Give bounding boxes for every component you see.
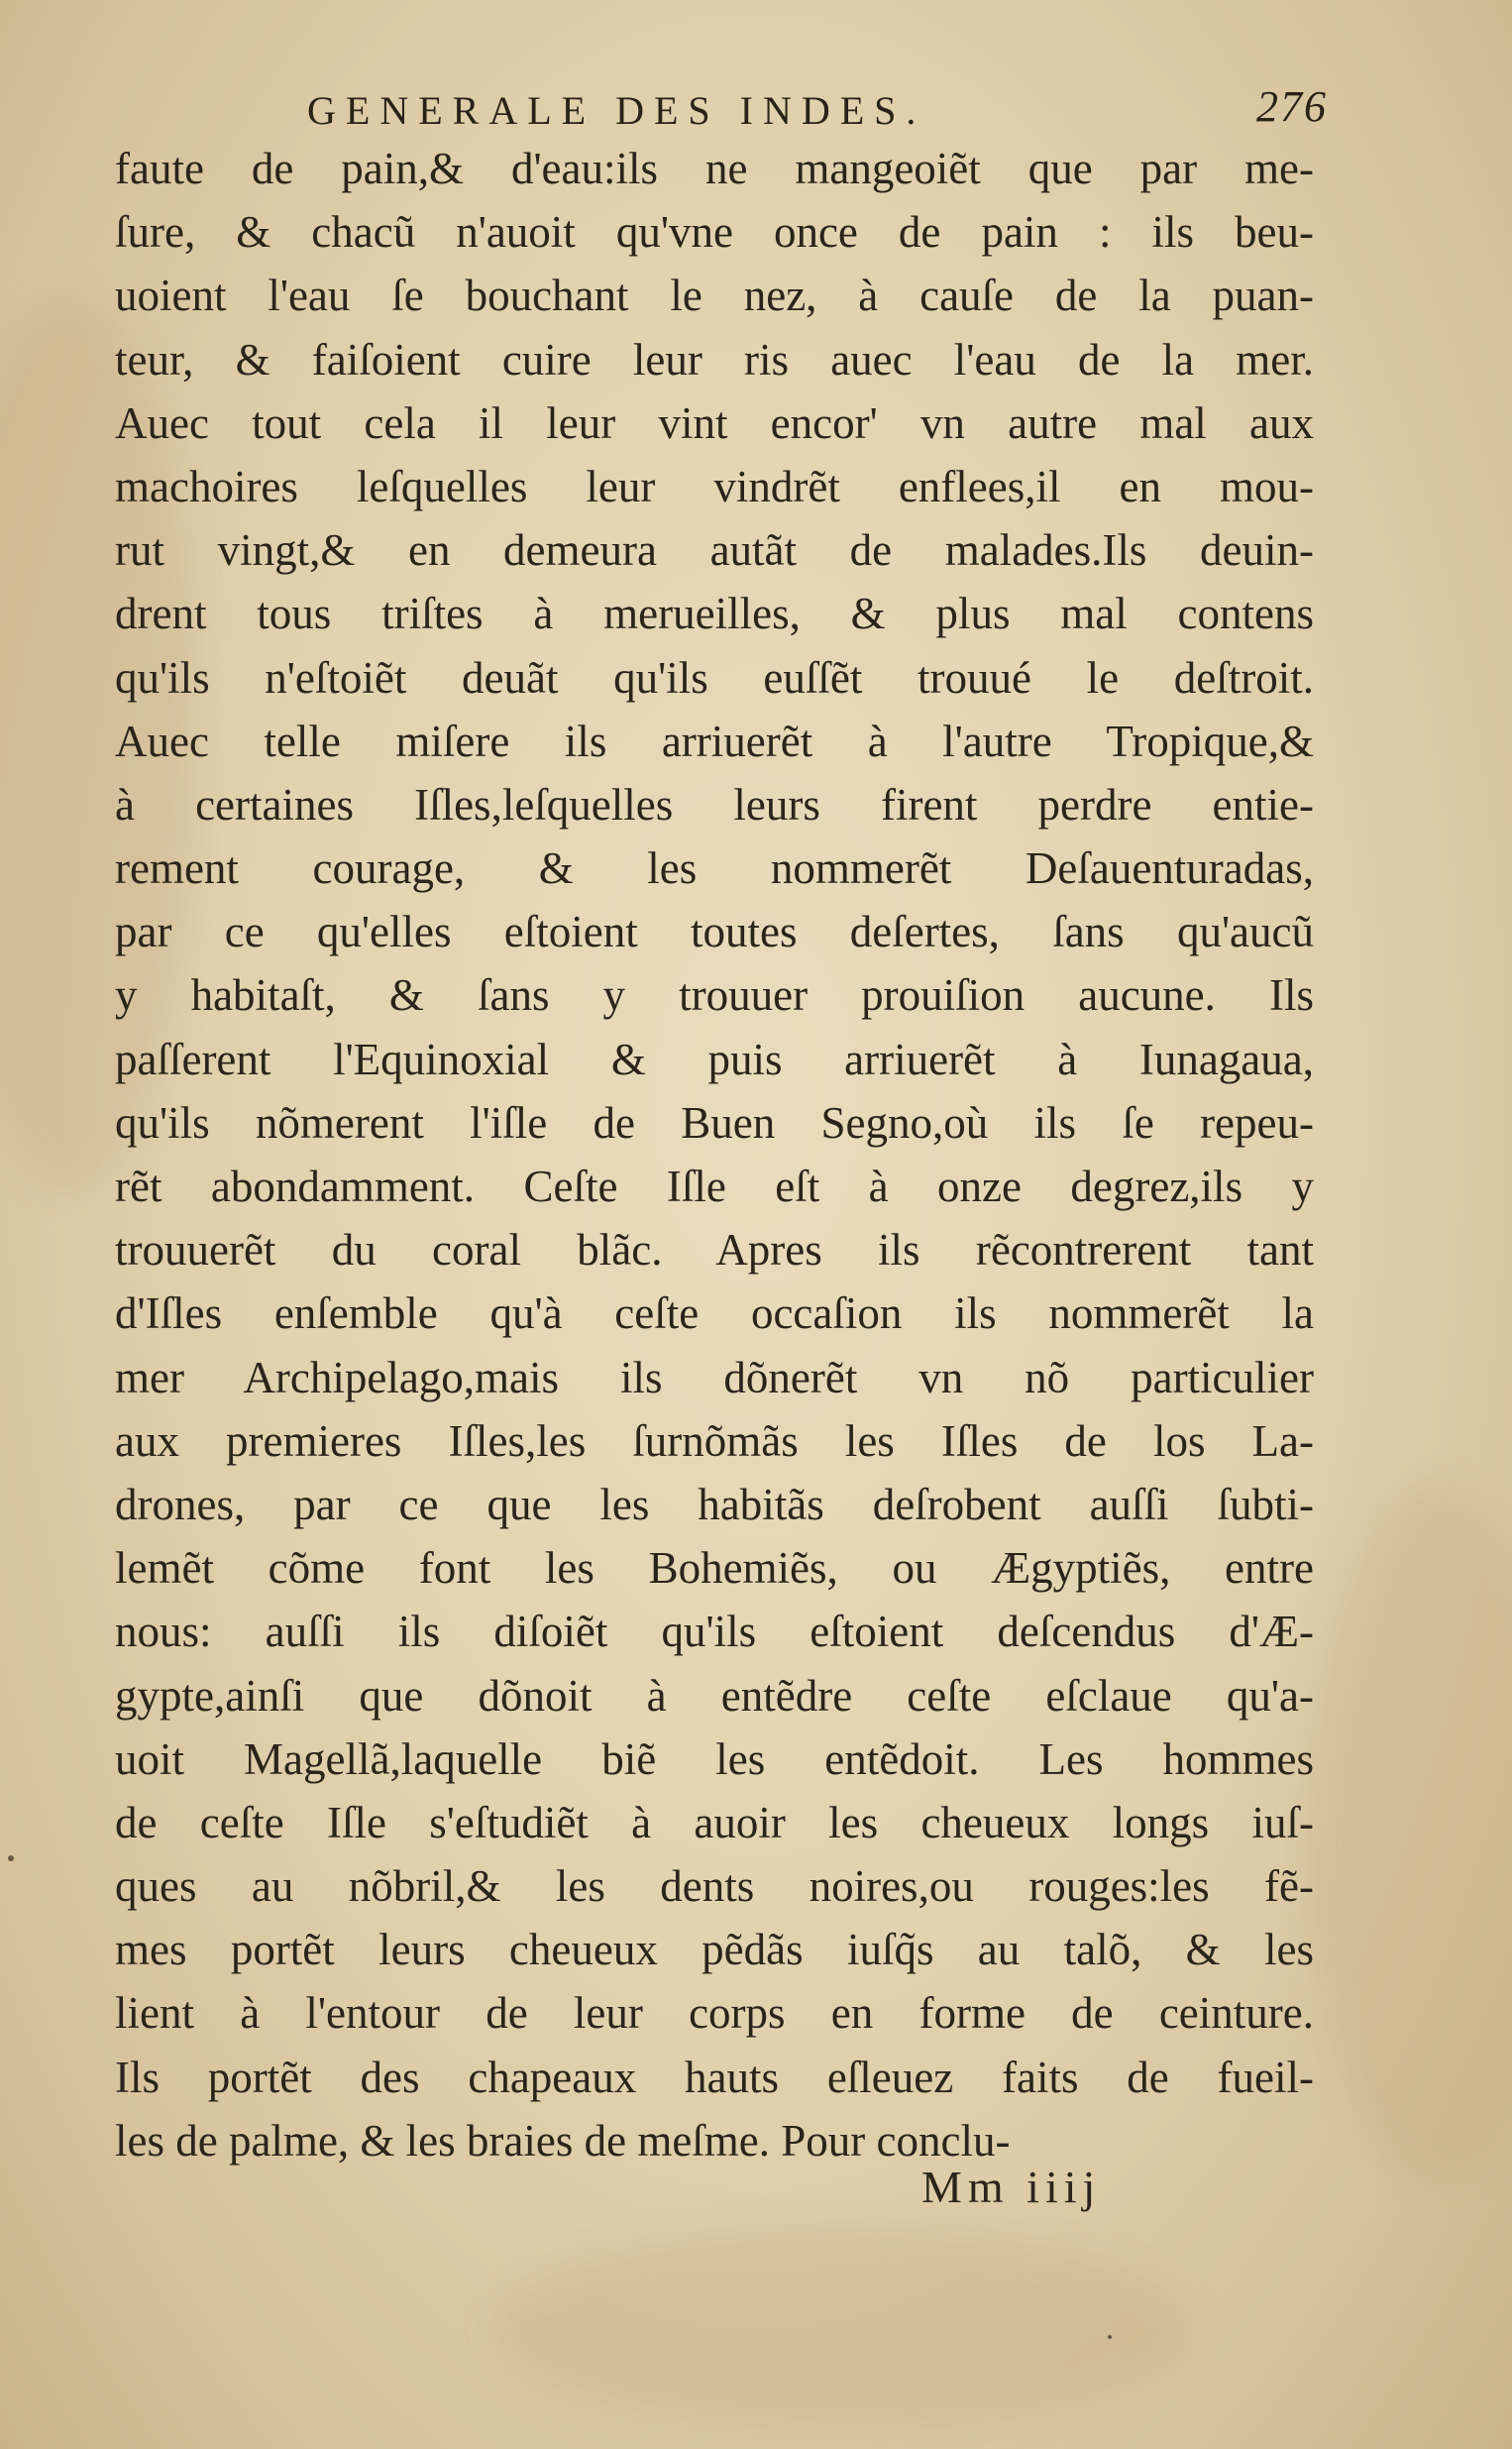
text-line: qu'ils n'eſtoiẽt deuãt qu'ils euſſẽt trouué le deſtroit. xyxy=(115,652,1314,703)
ink-speck xyxy=(8,1855,14,1861)
text-line: uoit Magellã,laquelle biẽ les entẽdoit. Les hommes xyxy=(115,1733,1314,1784)
text-line: rẽt abondamment. Ceſte Iſle eſt à onze degrez,ils y xyxy=(115,1162,1314,1211)
signature-mark: Mm iiij xyxy=(921,2162,1102,2212)
text-line: drent tous triſtes à merueilles, & plus mal contens xyxy=(115,589,1314,639)
text-line: paſſerent l'Equinoxial & puis arriuerẽt à Iunagaua, xyxy=(115,1034,1314,1084)
text-line: lient à l'entour de leur corps en forme de ceinture. xyxy=(115,1988,1314,2039)
text-line: lemẽt cõme font les Bohemiẽs, ou Ægyptiẽs, entre xyxy=(115,1543,1314,1594)
text-line: faute de pain,& d'eau:ils ne mangeoiẽt que par me- xyxy=(115,144,1314,193)
text-line: Ils portẽt des chapeaux hauts eſleuez faits de fueil- xyxy=(115,2052,1314,2102)
text-line: nous: auſſi ils diſoiẽt qu'ils eſtoient deſcendus d'Æ- xyxy=(115,1607,1314,1657)
text-line: d'Iſles enſemble qu'à ceſte occaſion ils nommerẽt la xyxy=(115,1288,1314,1339)
text-line: teur, & faiſoient cuire leur ris auec l'eau de la mer. xyxy=(115,334,1314,385)
text-line: les de palme, & les braies de meſme. Pour conclu- xyxy=(115,2115,1011,2166)
paper-stain xyxy=(1308,1487,1512,2180)
paper-stain xyxy=(495,2230,1189,2428)
text-line: par ce qu'elles eſtoient toutes deſertes, ſans qu'aucũ xyxy=(115,907,1314,957)
text-line: de ceſte Iſle s'eſtudiẽt à auoir les cheueux longs iuſ- xyxy=(115,1797,1314,1847)
text-line: rut vingt,& en demeura autãt de malades.Ils deuin- xyxy=(115,525,1314,576)
text-line: aux premieres Iſles,les ſurnõmãs les Iſles de los La- xyxy=(115,1415,1314,1466)
text-line: uoient l'eau ſe bouchant le nez, à cauſe de la puan- xyxy=(115,271,1314,321)
text-line: mes portẽt leurs cheueux pẽdãs iuſq̃s au talõ, & les xyxy=(115,1925,1314,1975)
text-line: y habitaſt, & ſans y trouuer prouiſion aucune. Ils xyxy=(115,970,1314,1021)
text-line: ſure, & chacũ n'auoit qu'vne once de pain : ils beu- xyxy=(115,207,1314,258)
running-title: GENERALE DES INDES. xyxy=(307,88,926,133)
text-line: drones, par ce que les habitãs deſrobent auſſi ſubti- xyxy=(115,1479,1314,1529)
text-line: Auec telle miſere ils arriuerẽt à l'autre Tropique,& xyxy=(115,716,1314,766)
ink-speck xyxy=(1108,2335,1112,2339)
text-line: qu'ils nõmerent l'iſle de Buen Segno,où ils ſe repeu- xyxy=(115,1097,1314,1148)
text-line: mer Archipelago,mais ils dõnerẽt vn nõ particulier xyxy=(115,1352,1314,1402)
text-line: machoires leſquelles leur vindrẽt enflees,il en mou- xyxy=(115,461,1314,511)
text-line: Auec tout cela il leur vint encor' vn autre mal aux xyxy=(115,397,1314,448)
text-line: à certaines Iſles,leſquelles leurs firent perdre entie- xyxy=(115,779,1314,830)
body-text xyxy=(115,137,1314,2172)
text-line: trouuerẽt du coral blãc. Apres ils rẽcontrerent tant xyxy=(115,1225,1314,1276)
text-line: rement courage, & les nommerẽt Deſauenturadas, xyxy=(115,843,1314,894)
page-number: 276 xyxy=(1256,82,1328,131)
text-line: ques au nõbril,& les dents noires,ou rouges:les fẽ- xyxy=(115,1861,1314,1912)
text-line: gypte,ainſi que dõnoit à entẽdre ceſte eſclaue qu'a- xyxy=(115,1670,1314,1721)
